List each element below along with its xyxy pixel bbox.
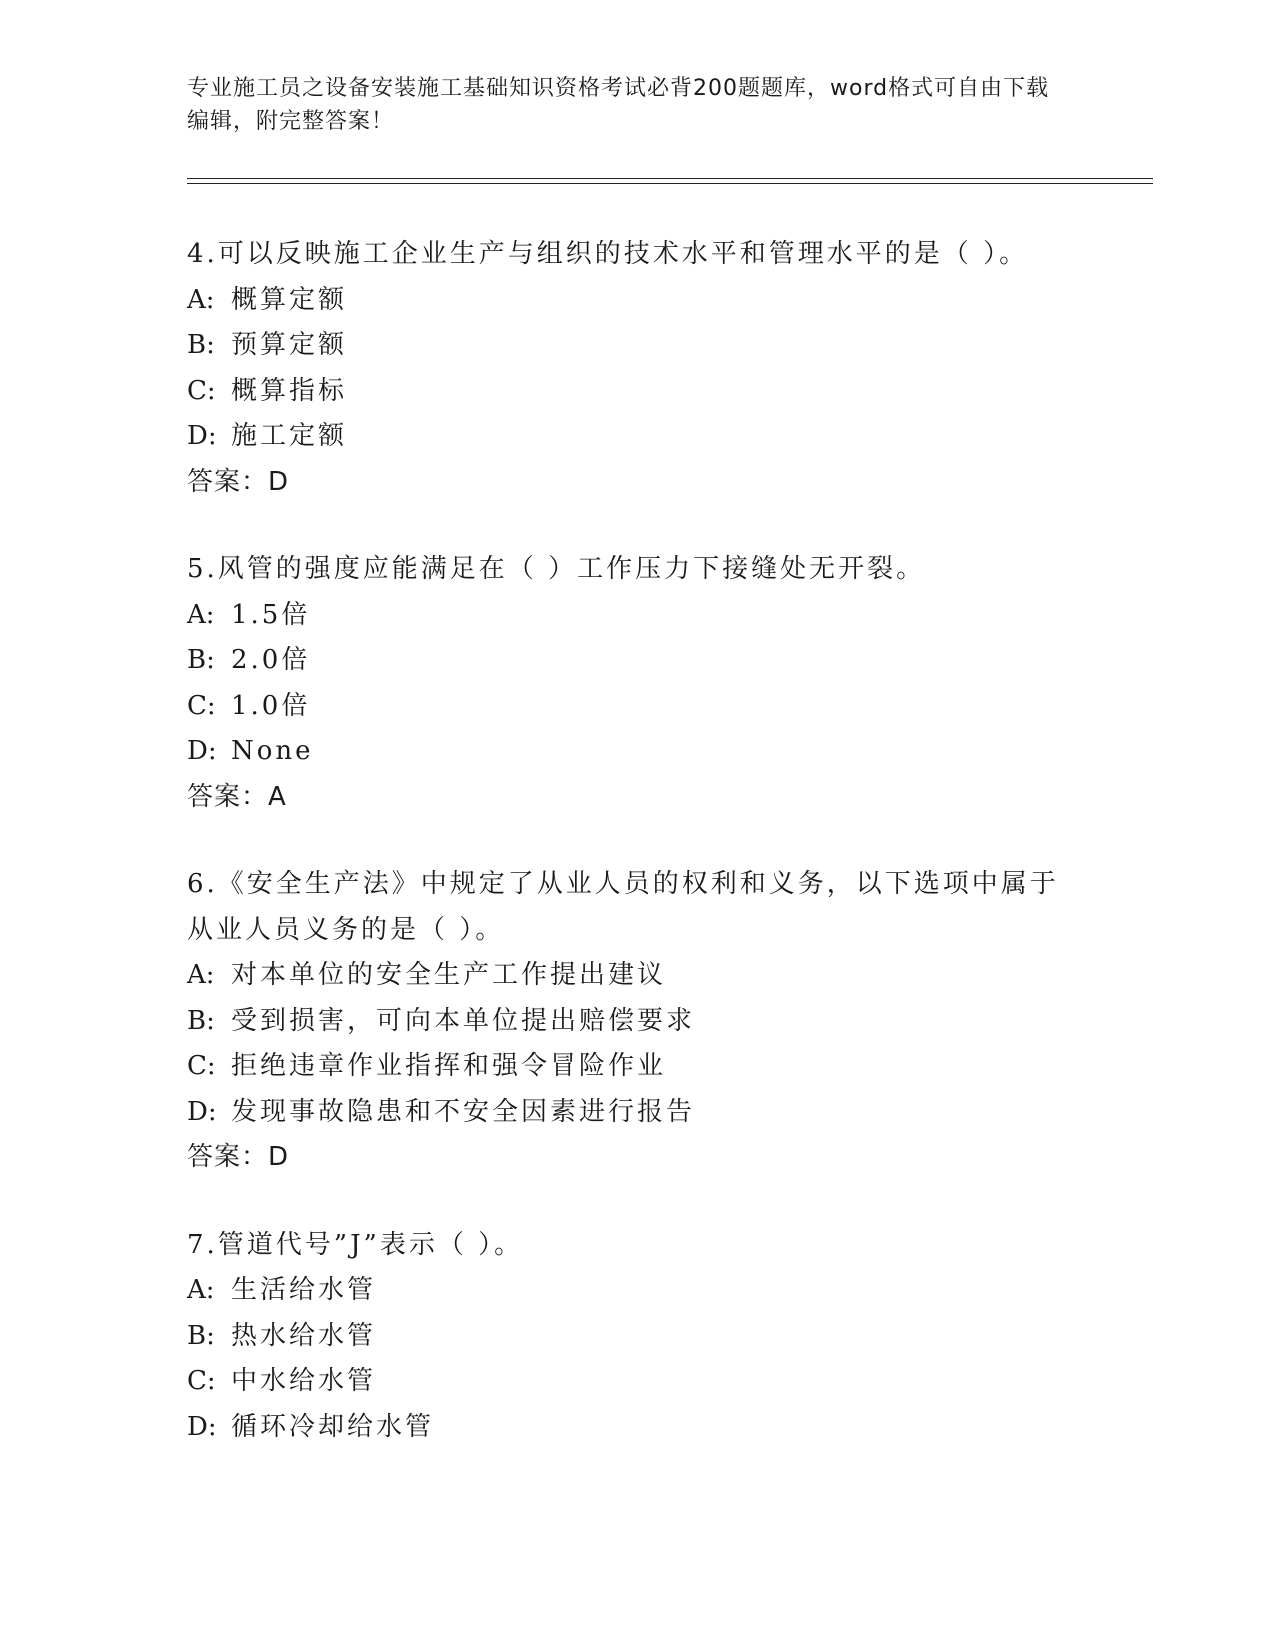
question-stem: 5.风管的强度应能满足在（ ）工作压力下接缝处无开裂。 — [187, 554, 926, 584]
header-divider-bottom — [187, 183, 1153, 184]
option-letter: B: — [187, 1005, 215, 1036]
option-letter: A: — [187, 960, 215, 990]
answer-key: 答案：D — [187, 1142, 290, 1172]
question-list — [187, 232, 1087, 1492]
option-text: None — [231, 736, 314, 766]
option-c — [187, 369, 1087, 415]
option-d — [187, 729, 1087, 775]
option-text: 中水给水管 — [231, 1366, 377, 1396]
option-letter: B: — [187, 645, 215, 675]
option-text: 受到损害，可向本单位提出赔偿要求 — [231, 1005, 696, 1036]
option-text: 2.0倍 — [231, 645, 311, 675]
question-7 — [187, 1223, 1087, 1451]
option-a — [187, 593, 1087, 639]
question-4 — [187, 232, 1087, 505]
question-5 — [187, 547, 1087, 820]
option-b — [187, 1314, 1087, 1360]
option-c — [187, 1359, 1087, 1405]
option-text: 预算定额 — [231, 330, 348, 360]
document-header: 专业施工员之设备安装施工基础知识资格考试必背200题题库，word格式可自由下载编辑，附完整答案！ — [187, 76, 1050, 134]
option-text: 概算定额 — [231, 284, 348, 315]
question-stem: 4.可以反映施工企业生产与组织的技术水平和管理水平的是（ ）。 — [187, 239, 1029, 269]
option-a — [187, 278, 1087, 324]
option-letter: C: — [187, 375, 216, 406]
option-letter: A: — [187, 599, 215, 630]
option-c — [187, 1044, 1087, 1090]
answer-key: 答案：A — [187, 781, 287, 812]
option-letter: C: — [187, 1051, 216, 1081]
option-text: 1.5倍 — [231, 599, 311, 630]
option-letter: B: — [187, 330, 215, 360]
option-text: 循环冷却给水管 — [231, 1411, 435, 1442]
option-b — [187, 638, 1087, 684]
option-text: 概算指标 — [231, 375, 348, 406]
option-letter: D: — [187, 421, 217, 451]
option-letter: A: — [187, 284, 215, 315]
option-letter: C: — [187, 1366, 216, 1396]
option-text: 1.0倍 — [231, 690, 311, 721]
option-d — [187, 1405, 1087, 1451]
option-text: 生活给水管 — [231, 1275, 377, 1305]
option-text: 发现事故隐患和不安全因素进行报告 — [231, 1096, 696, 1127]
option-letter: D: — [187, 1096, 217, 1127]
option-a — [187, 953, 1087, 999]
option-text: 拒绝违章作业指挥和强令冒险作业 — [231, 1051, 667, 1081]
option-b — [187, 323, 1087, 369]
option-letter: A: — [187, 1275, 215, 1305]
option-d — [187, 414, 1087, 460]
option-d — [187, 1090, 1087, 1136]
option-letter: B: — [187, 1320, 215, 1351]
option-text: 热水给水管 — [231, 1320, 377, 1351]
option-letter: D: — [187, 1411, 217, 1442]
question-stem: 6.《安全生产法》中规定了从业人员的权利和义务，以下选项中属于从业人员义务的是（ ）。 — [187, 869, 1059, 945]
answer-key: 答案：D — [187, 466, 290, 497]
header-divider-top — [187, 178, 1153, 179]
option-b — [187, 999, 1087, 1045]
option-text: 施工定额 — [231, 421, 348, 451]
option-letter: C: — [187, 690, 216, 721]
option-text: 对本单位的安全生产工作提出建议 — [231, 960, 667, 990]
option-a — [187, 1268, 1087, 1314]
option-c — [187, 684, 1087, 730]
question-stem: 7.管道代号”J”表示（ ）。 — [187, 1229, 524, 1260]
question-6 — [187, 862, 1087, 1181]
option-letter: D: — [187, 736, 217, 766]
